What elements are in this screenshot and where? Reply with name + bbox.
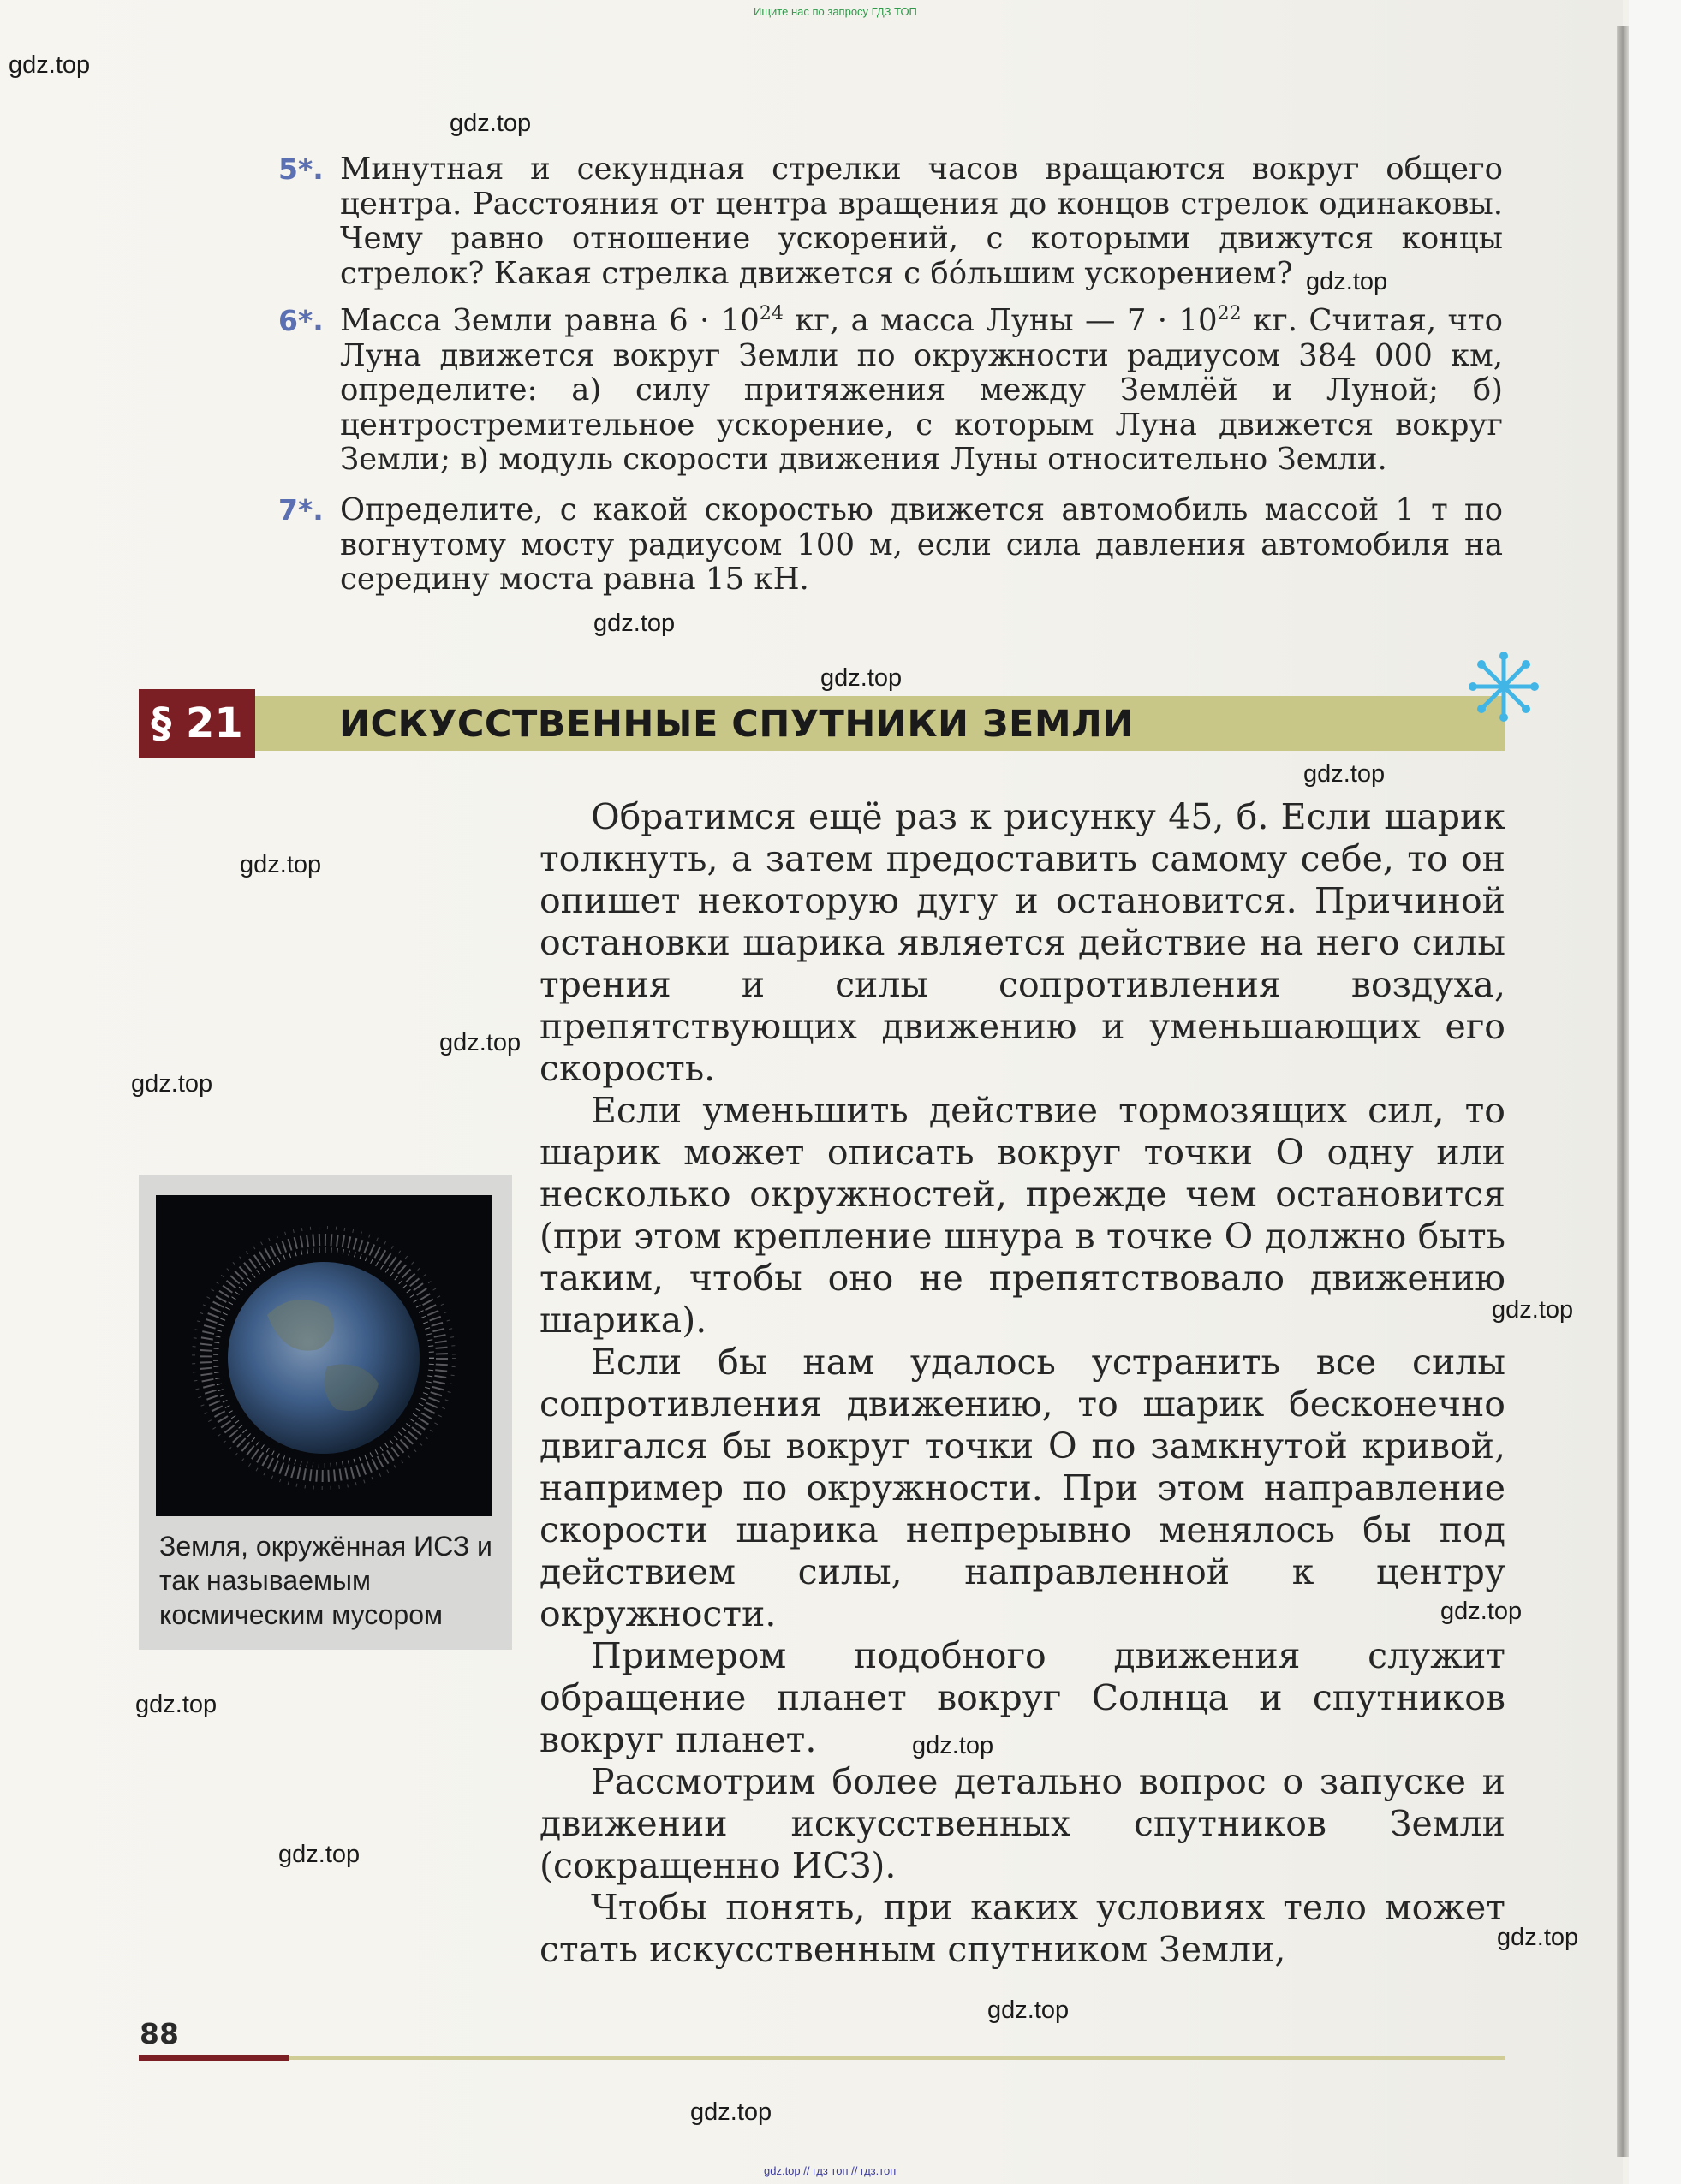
watermark: gdz.top [1492,1296,1574,1324]
figure-caption: Земля, окружённая ИСЗ и так называемым космическим мусором [159,1531,492,1630]
task-text: Минутная и секундная стрелки часов вращаются вокруг общего центра. Расстояния от центра вращения до концов стрелок одинаковы. Чему равно отношение ускорений, с которыми движутся концы стрелок? Какая стрелка движется с бо́льшим ускорением? [340,152,1503,291]
watermark: gdz.top [135,1691,218,1718]
section-number: § 21 [139,689,255,758]
watermark: gdz.top [131,1070,213,1098]
watermark: gdz.top [1306,268,1388,295]
paragraph: Рассмотрим более детально вопрос о запуске и движении искусственных спутников Земли (сокращенно ИСЗ). [539,1761,1505,1886]
section-title: ИСКУССТВЕННЫЕ СПУТНИКИ ЗЕМЛИ [339,703,1134,746]
paragraph: Если бы нам удалось устранить все силы сопротивления движению, то шарик бесконечно двигался бы вокруг точки O по замкнутой кривой, например по окружности. При этом направление скорости шарика непрерывно менялось бы под действием силы, направленной к центру окружности. [539,1342,1505,1634]
earth-photo [156,1195,492,1516]
watermark: gdz.top [278,1841,361,1868]
watermark: gdz.top [1303,760,1386,788]
task-text: Определите, с какой скоростью движется автомобиль массой 1 т по вогнутому мосту радиусом 100 м, если сила давления автомобиля на середину моста равна 15 кН. [340,492,1503,597]
watermark: gdz.top [912,1732,994,1759]
task-text: Масса Земли равна $6 \cdot 10^{24}$ кг, а масса Луны — $7 \cdot 10^{22}$ кг. Считая, что Луна движется вокруг Земли по окружности радиусом 384 000 км, определите: а) силу притяжения между Землёй и Луной; б) центростремительное ускорение, с которым Луна движется вокруг Земли; в) модуль скорости движения Луны относительно Земли. [340,303,1503,477]
header-note: Ищите нас по запросу ГДЗ ТОП [754,5,917,18]
task-number: 7*. [278,493,324,527]
watermark: gdz.top [820,664,903,692]
page-edge [1629,0,1681,2184]
section-header [139,689,1505,758]
watermark: gdz.top [593,610,676,637]
task-5 [278,152,1503,291]
watermark: gdz.top [9,51,91,79]
figure-earth-satellites [139,1175,512,1650]
paragraph: Чтобы понять, при каких условиях тело может стать искусственным спутником Земли, [539,1887,1505,1970]
task-number: 6*. [278,304,324,337]
footer-rule [289,2056,1505,2060]
book-spine [1617,26,1629,2157]
watermark: gdz.top [987,1997,1070,2024]
watermark: gdz.top [1497,1924,1579,1951]
watermark: gdz.top [690,2098,772,2126]
paragraph: Если уменьшить действие тормозящих сил, то шарик может описать вокруг точки O одну или несколько окружностей, прежде чем остановится (при этом крепление шнура в точке O должно быть таким, чтобы оно не препятствовало движению шарика). [539,1090,1505,1341]
section-body [539,796,1505,1971]
paragraph: Примером подобного движения служит обращение планет вокруг Солнца и спутников вокруг планет. [539,1635,1505,1760]
paragraph: Обратимся ещё раз к рисунку 45, б. Если шарик толкнуть, а затем предоставить самому себе, то он опишет некоторую дугу и остановится. Причиной остановки шарика является действие на него силы трения и силы сопротивления воздуха, препятствующих движению и уменьшающих его скорость. [539,796,1505,1089]
watermark: gdz.top [450,110,532,137]
watermark: gdz.top [1440,1598,1523,1625]
task-number: 5*. [278,152,324,186]
page-number: 88 [140,2017,179,2050]
footer-rule-accent [139,2055,289,2061]
watermark: gdz.top [439,1029,522,1056]
task-6 [278,304,1503,478]
task-7 [278,493,1503,598]
snowflake-icon [1466,649,1541,724]
footer-note: gdz.top // гдз топ // гдз.топ [764,2164,897,2177]
earth-image [156,1195,492,1516]
watermark: gdz.top [240,851,322,878]
